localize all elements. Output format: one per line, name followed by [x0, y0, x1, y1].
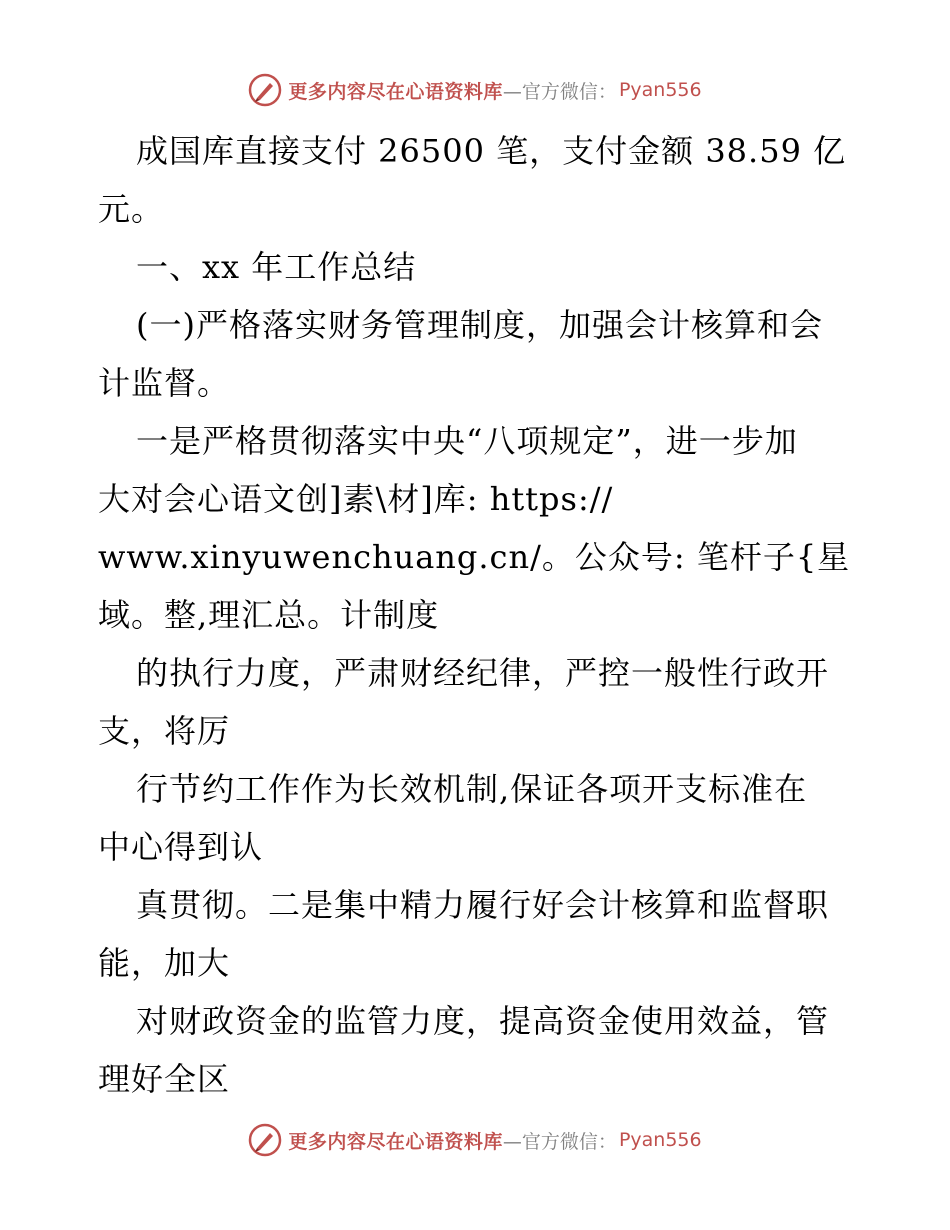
text-line: 的执行力度，严肃财经纪律，严控一般性行政开	[136, 654, 830, 692]
text-line: www.xinyuwenchuang.cn/。公众号: 笔杆子{星	[98, 538, 851, 576]
text-line: 一是严格贯彻落实中央“八项规定”，进一步加	[136, 422, 798, 460]
text-line: 理好全区	[98, 1060, 231, 1098]
banner-main-text: 更多内容尽在心语资料库	[288, 1130, 503, 1153]
document-body	[98, 122, 858, 1108]
banner-sub-text: —官方微信：	[502, 80, 617, 103]
pen-logo-icon	[248, 1123, 282, 1157]
banner-wechat-id: Pyan556	[618, 79, 702, 101]
text-line: 一、xx 年工作总结	[136, 248, 417, 286]
banner-sub-text: —官方微信：	[502, 1130, 617, 1153]
text-line: (一)严格落实财务管理制度，加强会计核算和会	[136, 306, 823, 344]
text-line: 真贯彻。二是集中精力履行好会计核算和监督职	[136, 886, 830, 924]
text-line: 对财政资金的监管力度，提高资金使用效益，管	[136, 1002, 830, 1040]
text-line: 成国库直接支付 26500 笔，支付金额 38.59 亿	[136, 132, 847, 170]
text-line: 支，将厉	[98, 712, 231, 750]
banner-main-text: 更多内容尽在心语资料库	[288, 80, 503, 103]
text-line: 计监督。	[98, 364, 231, 402]
text-line: 行节约工作作为长效机制,保证各项开支标准在	[136, 770, 808, 808]
text-line: 大对会心语文创]素\材]库: https://	[98, 480, 614, 518]
text-line: 能，加大	[98, 944, 231, 982]
text-line: 中心得到认	[98, 828, 264, 866]
footer-watermark-banner	[0, 1120, 950, 1160]
text-line: 域。整,理汇总。计制度	[98, 596, 440, 634]
banner-wechat-id: Pyan556	[618, 1129, 702, 1151]
pen-logo-icon	[248, 73, 282, 107]
text-line: 元。	[98, 190, 165, 228]
header-watermark-banner	[0, 70, 950, 110]
